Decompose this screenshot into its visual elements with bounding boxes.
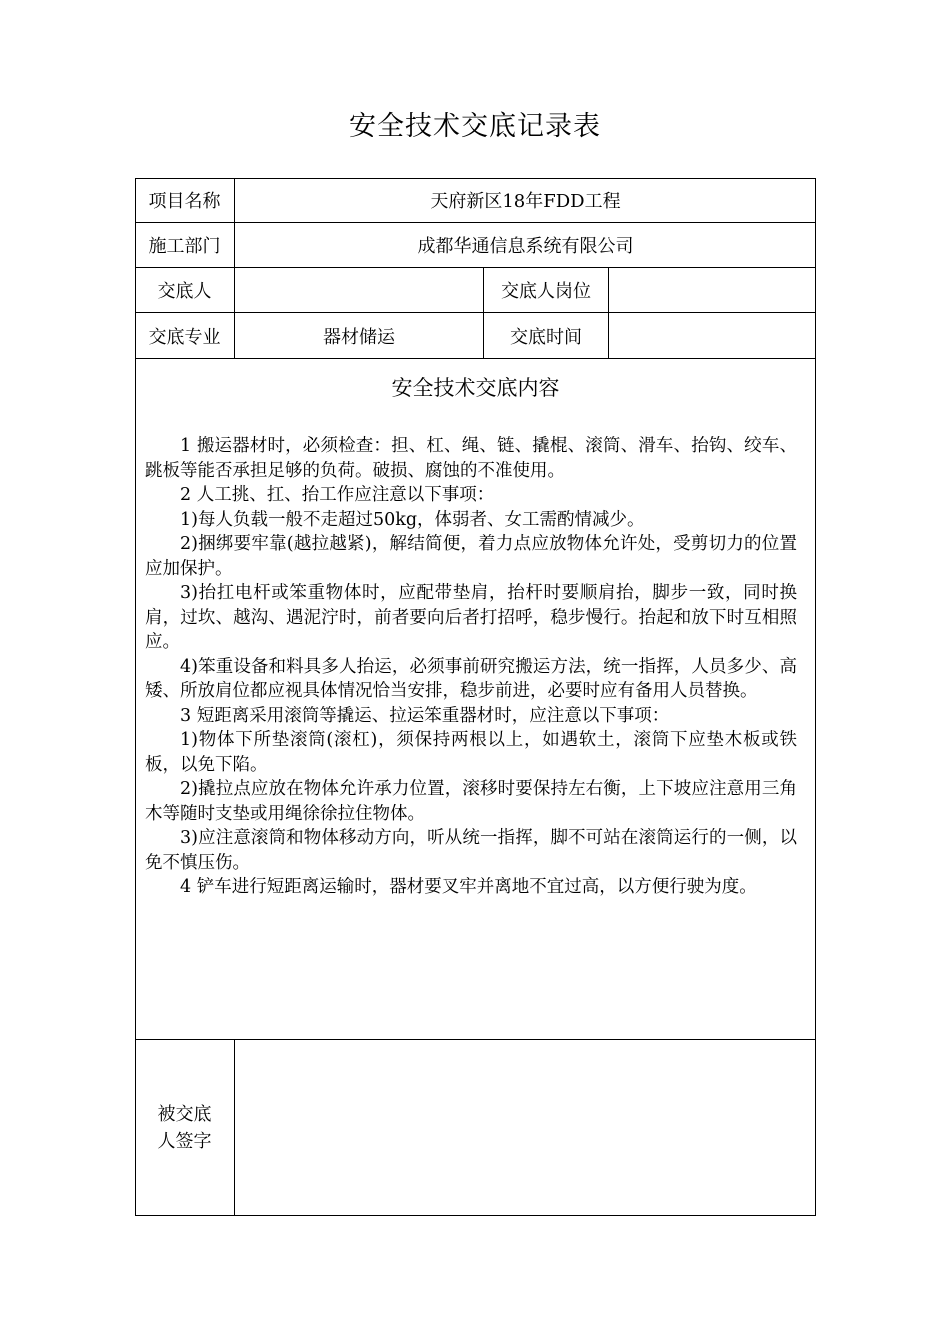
specialty-value[interactable]: 器材储运 bbox=[323, 326, 395, 348]
time-value[interactable] bbox=[609, 313, 816, 358]
content-paragraph: 3)抬扛电杆或笨重物体时，应配带垫肩，抬杆时要顺肩抬，脚步一致，同时换肩，过坎、越沟、遇泥泞时，前者要向后者打招呼，稳步慢行。抬起和放下时互相照应。 bbox=[145, 583, 797, 652]
signature-field[interactable] bbox=[235, 1040, 816, 1216]
project-name-label: 项目名称 bbox=[148, 191, 221, 212]
content-paragraph: 4)笨重设备和料具多人抬运，必须事前研究搬运方法，统一指挥，人员多少、高矮、所放肩位都应视具体情况恰当安排，稳步前进，必要时应有备用人员替换。 bbox=[145, 656, 797, 701]
presenter-value[interactable] bbox=[235, 268, 483, 312]
department-label: 施工部门 bbox=[148, 236, 221, 257]
document-title: 安全技术交底记录表 bbox=[349, 111, 601, 142]
content-paragraph: 2)撬拉点应放在物体允许承力位置，滚移时要保持左右衡，上下坡应注意用三角木等随时支垫或用绳徐徐拉住物体。 bbox=[145, 779, 797, 824]
content-paragraph: 1)物体下所垫滚筒(滚杠)，须保持两根以上，如遇软土，滚筒下应垫木板或铁板，以免下陷。 bbox=[145, 730, 797, 775]
signature-label-line1: 被交底 bbox=[157, 1104, 212, 1125]
department-value[interactable]: 成都华通信息系统有限公司 bbox=[417, 236, 634, 257]
content-paragraph: 4 铲车进行短距离运输时，器材要叉牢并离地不宜过高，以方便行驶为度。 bbox=[180, 877, 757, 897]
project-name-value[interactable]: 天府新区18年FDD工程 bbox=[430, 191, 621, 212]
content-paragraph: 3)应注意滚筒和物体移动方向，听从统一指挥，脚不可站在滚筒运行的一侧，以免不慎压伤。 bbox=[145, 828, 797, 873]
specialty-label: 交底专业 bbox=[148, 326, 221, 348]
content-heading: 安全技术交底内容 bbox=[391, 376, 560, 400]
content-paragraph: 1)每人负载一般不走超过50kg，体弱者、女工需酌情减少。 bbox=[180, 509, 645, 530]
safety-content bbox=[145, 434, 797, 900]
signature-label bbox=[135, 1040, 234, 1216]
presenter-position-value[interactable] bbox=[609, 268, 816, 312]
time-label: 交底时间 bbox=[510, 326, 582, 348]
presenter-position-label: 交底人岗位 bbox=[501, 281, 591, 302]
content-paragraph: 3 短距离采用滚筒等撬运、拉运笨重器材时，应注意以下事项： bbox=[180, 705, 670, 726]
signature-label-line2: 人签字 bbox=[157, 1131, 212, 1152]
presenter-label: 交底人 bbox=[157, 281, 212, 302]
content-paragraph: 2)捆绑要牢靠(越拉越紧)，解结简便，着力点应放物体允许处，受剪切力的位置应加保护。 bbox=[145, 534, 797, 579]
row-divider bbox=[135, 358, 816, 359]
content-paragraph: 2 人工挑、扛、抬工作应注意以下事项： bbox=[180, 485, 495, 505]
content-paragraph: 1 搬运器材时，必须检查：担、杠、绳、链、撬棍、滚筒、滑车、抬钩、绞车、跳板等能否承担足够的负荷。破损、腐蚀的不准使用。 bbox=[145, 436, 797, 481]
